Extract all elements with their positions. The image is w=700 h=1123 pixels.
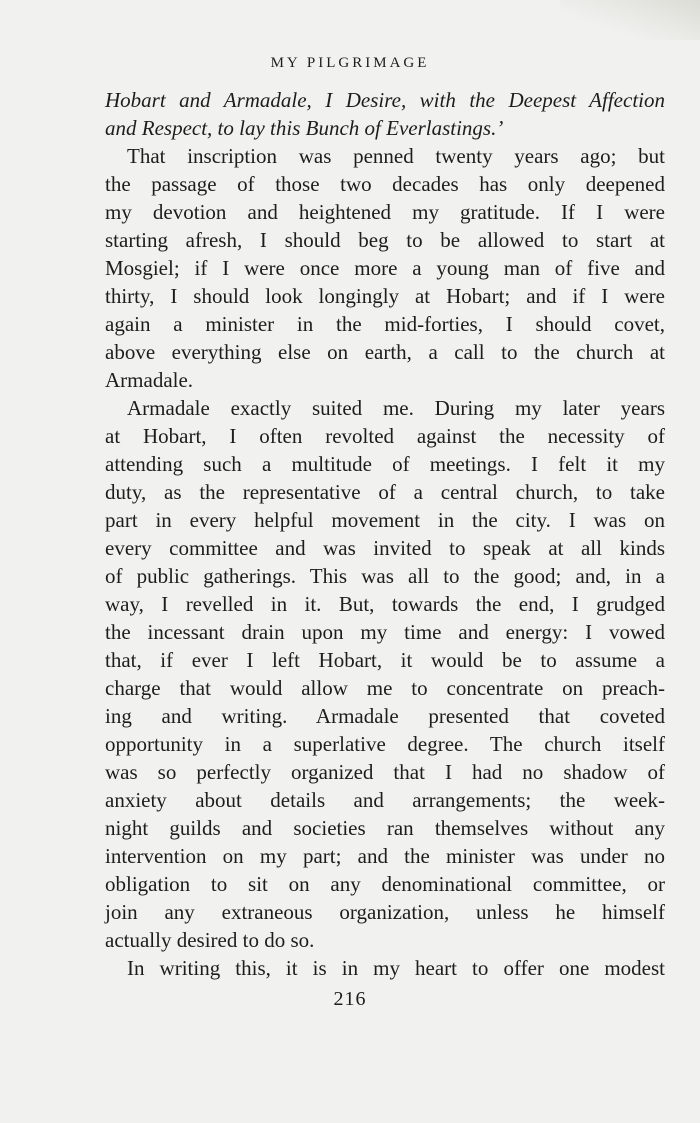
text-line: duty, as the representative of a central church, to take bbox=[105, 480, 665, 504]
text-line: again a minister in the mid-forties, I should covet, bbox=[105, 312, 665, 336]
text-line: the incessant drain upon my time and energy: I vowed bbox=[105, 620, 665, 644]
text-line: charge that would allow me to concentrate on preach- bbox=[105, 676, 665, 700]
text-line: every committee and was invited to speak at all kinds bbox=[105, 536, 665, 560]
text-line: actually desired to do so. bbox=[105, 928, 315, 952]
page-number: 216 bbox=[333, 988, 367, 1010]
text-line: attending such a multitude of meetings. I felt it my bbox=[105, 452, 665, 476]
text-line: join any extraneous organization, unless he himself bbox=[105, 900, 665, 924]
body-text bbox=[105, 86, 665, 982]
text-line: above everything else on earth, a call to the church at bbox=[105, 340, 665, 364]
text-line: starting afresh, I should beg to be allowed to start at bbox=[105, 228, 665, 252]
text-line: intervention on my part; and the minister was under no bbox=[105, 844, 665, 868]
text-line: opportunity in a superlative degree. The church itself bbox=[105, 732, 665, 756]
page-shading bbox=[560, 0, 700, 40]
text-line: way, I revelled in it. But, towards the end, I grudged bbox=[105, 592, 665, 616]
text-line: Armadale exactly suited me. During my later years bbox=[127, 396, 665, 420]
text-line: of public gatherings. This was all to the good; and, in a bbox=[105, 564, 665, 588]
text-line: and Respect, to lay this Bunch of Everlastings.’ bbox=[105, 116, 504, 140]
text-line: Hobart and Armadale, I Desire, with the Deepest Affection bbox=[105, 88, 665, 112]
text-line: was so perfectly organized that I had no shadow of bbox=[105, 760, 665, 784]
text-line: at Hobart, I often revolted against the necessity of bbox=[105, 424, 665, 448]
text-line: That inscription was penned twenty years ago; but bbox=[127, 144, 665, 168]
text-line: In writing this, it is in my heart to offer one modest bbox=[127, 956, 665, 980]
text-line: obligation to sit on any denominational committee, or bbox=[105, 872, 665, 896]
text-line: ing and writing. Armadale presented that coveted bbox=[105, 704, 665, 728]
text-line: Armadale. bbox=[105, 368, 194, 392]
text-line: night guilds and societies ran themselves without any bbox=[105, 816, 665, 840]
text-line: the passage of those two decades has only deepened bbox=[105, 172, 665, 196]
text-line: anxiety about details and arrangements; the week- bbox=[105, 788, 665, 812]
running-head: MY PILGRIMAGE bbox=[270, 55, 430, 71]
text-line: part in every helpful movement in the city. I was on bbox=[105, 508, 665, 532]
text-line: Mosgiel; if I were once more a young man of five and bbox=[105, 256, 665, 280]
text-line: thirty, I should look longingly at Hobart; and if I were bbox=[105, 284, 665, 308]
text-line: my devotion and heightened my gratitude. If I were bbox=[105, 200, 665, 224]
text-line: that, if ever I left Hobart, it would be to assume a bbox=[105, 648, 665, 672]
